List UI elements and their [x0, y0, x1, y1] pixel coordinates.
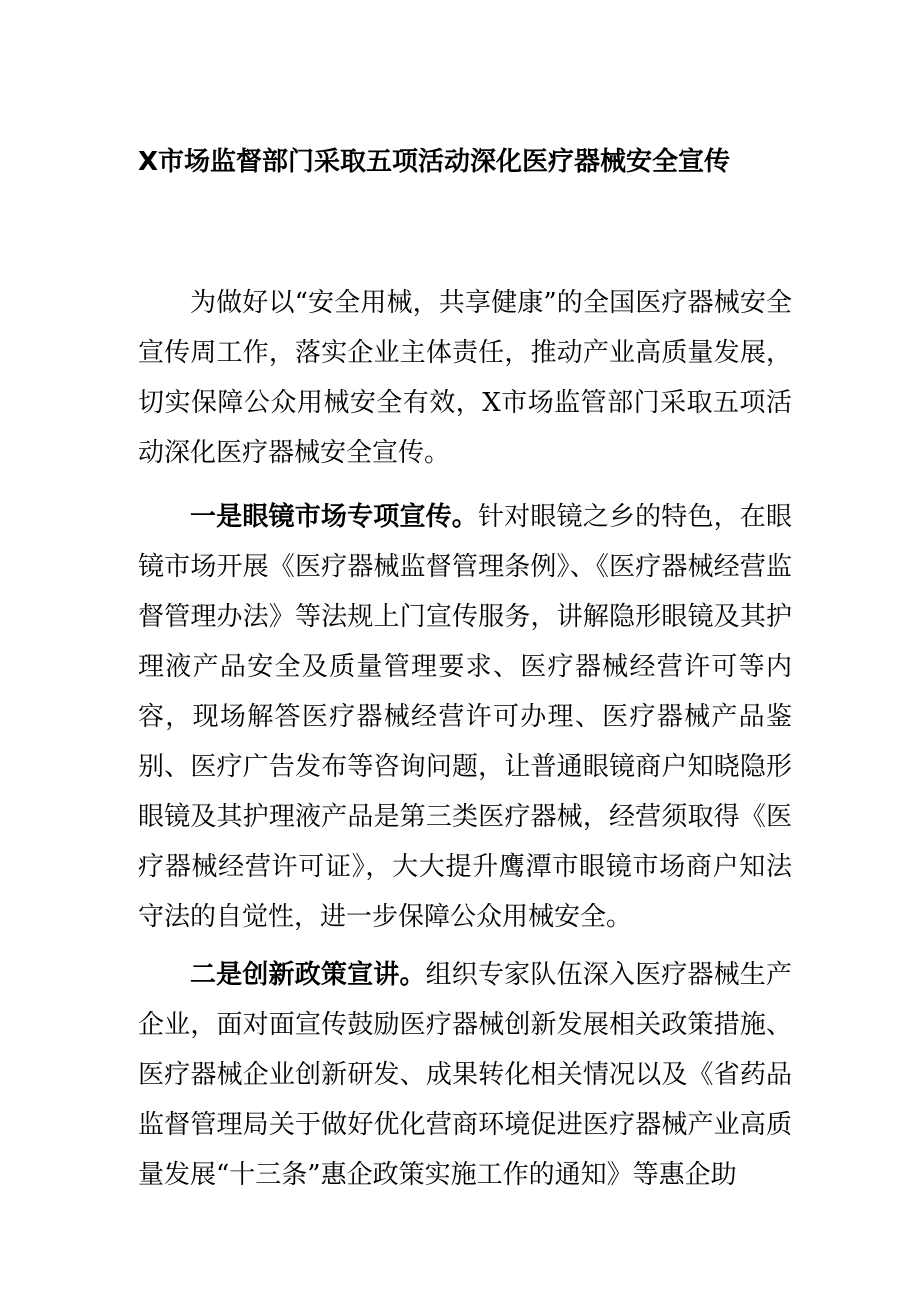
paragraph-item-two-lead: 二是创新政策宣讲。 [190, 960, 426, 990]
document-title: X市场监督部门采取五项活动深化医疗器械安全宣传 [138, 147, 731, 177]
paragraph-intro-text: 为做好以“安全用械，共享健康”的全国医疗器械安全宣传周工作，落实企业主体责任，推动产业高质量发展，切实保障公众用械安全有效，X市场监管部门采取五项活动深化医疗器械安全宣传。 [138, 288, 792, 468]
paragraph-item-two-text: 组织专家队伍深入医疗器械生产企业，面对面宣传鼓励医疗器械创新发展相关政策措施、医疗器械企业创新研发、成果转化相关情况以及《省药品监督管理局关于做好优化营商环境促进医疗器械产业高质量发展“十三条”惠企政策实施工作的通知》等惠企助 [138, 960, 792, 1190]
paragraph-item-one [138, 492, 792, 942]
paragraph-intro [138, 278, 792, 478]
paragraph-item-one-text: 针对眼镜之乡的特色，在眼镜市场开展《医疗器械监督管理条例》、《医疗器械经营监督管理办法》等法规上门宣传服务，讲解隐形眼镜及其护理液产品安全及质量管理要求、医疗器械经营许可等内容，现场解答医疗器械经营许可办理、医疗器械产品鉴别、医疗广告发布等咨询问题，让普通眼镜商户知晓隐形眼镜及其护理液产品是第三类医疗器械，经营须取得《医疗器械经营许可证》，大大提升鹰潭市眼镜市场商户知法守法的自觉性，进一步保障公众用械安全。 [138, 502, 792, 932]
paragraph-item-two [138, 950, 792, 1200]
paragraph-item-one-lead: 一是眼镜市场专项宣传。 [190, 502, 478, 532]
